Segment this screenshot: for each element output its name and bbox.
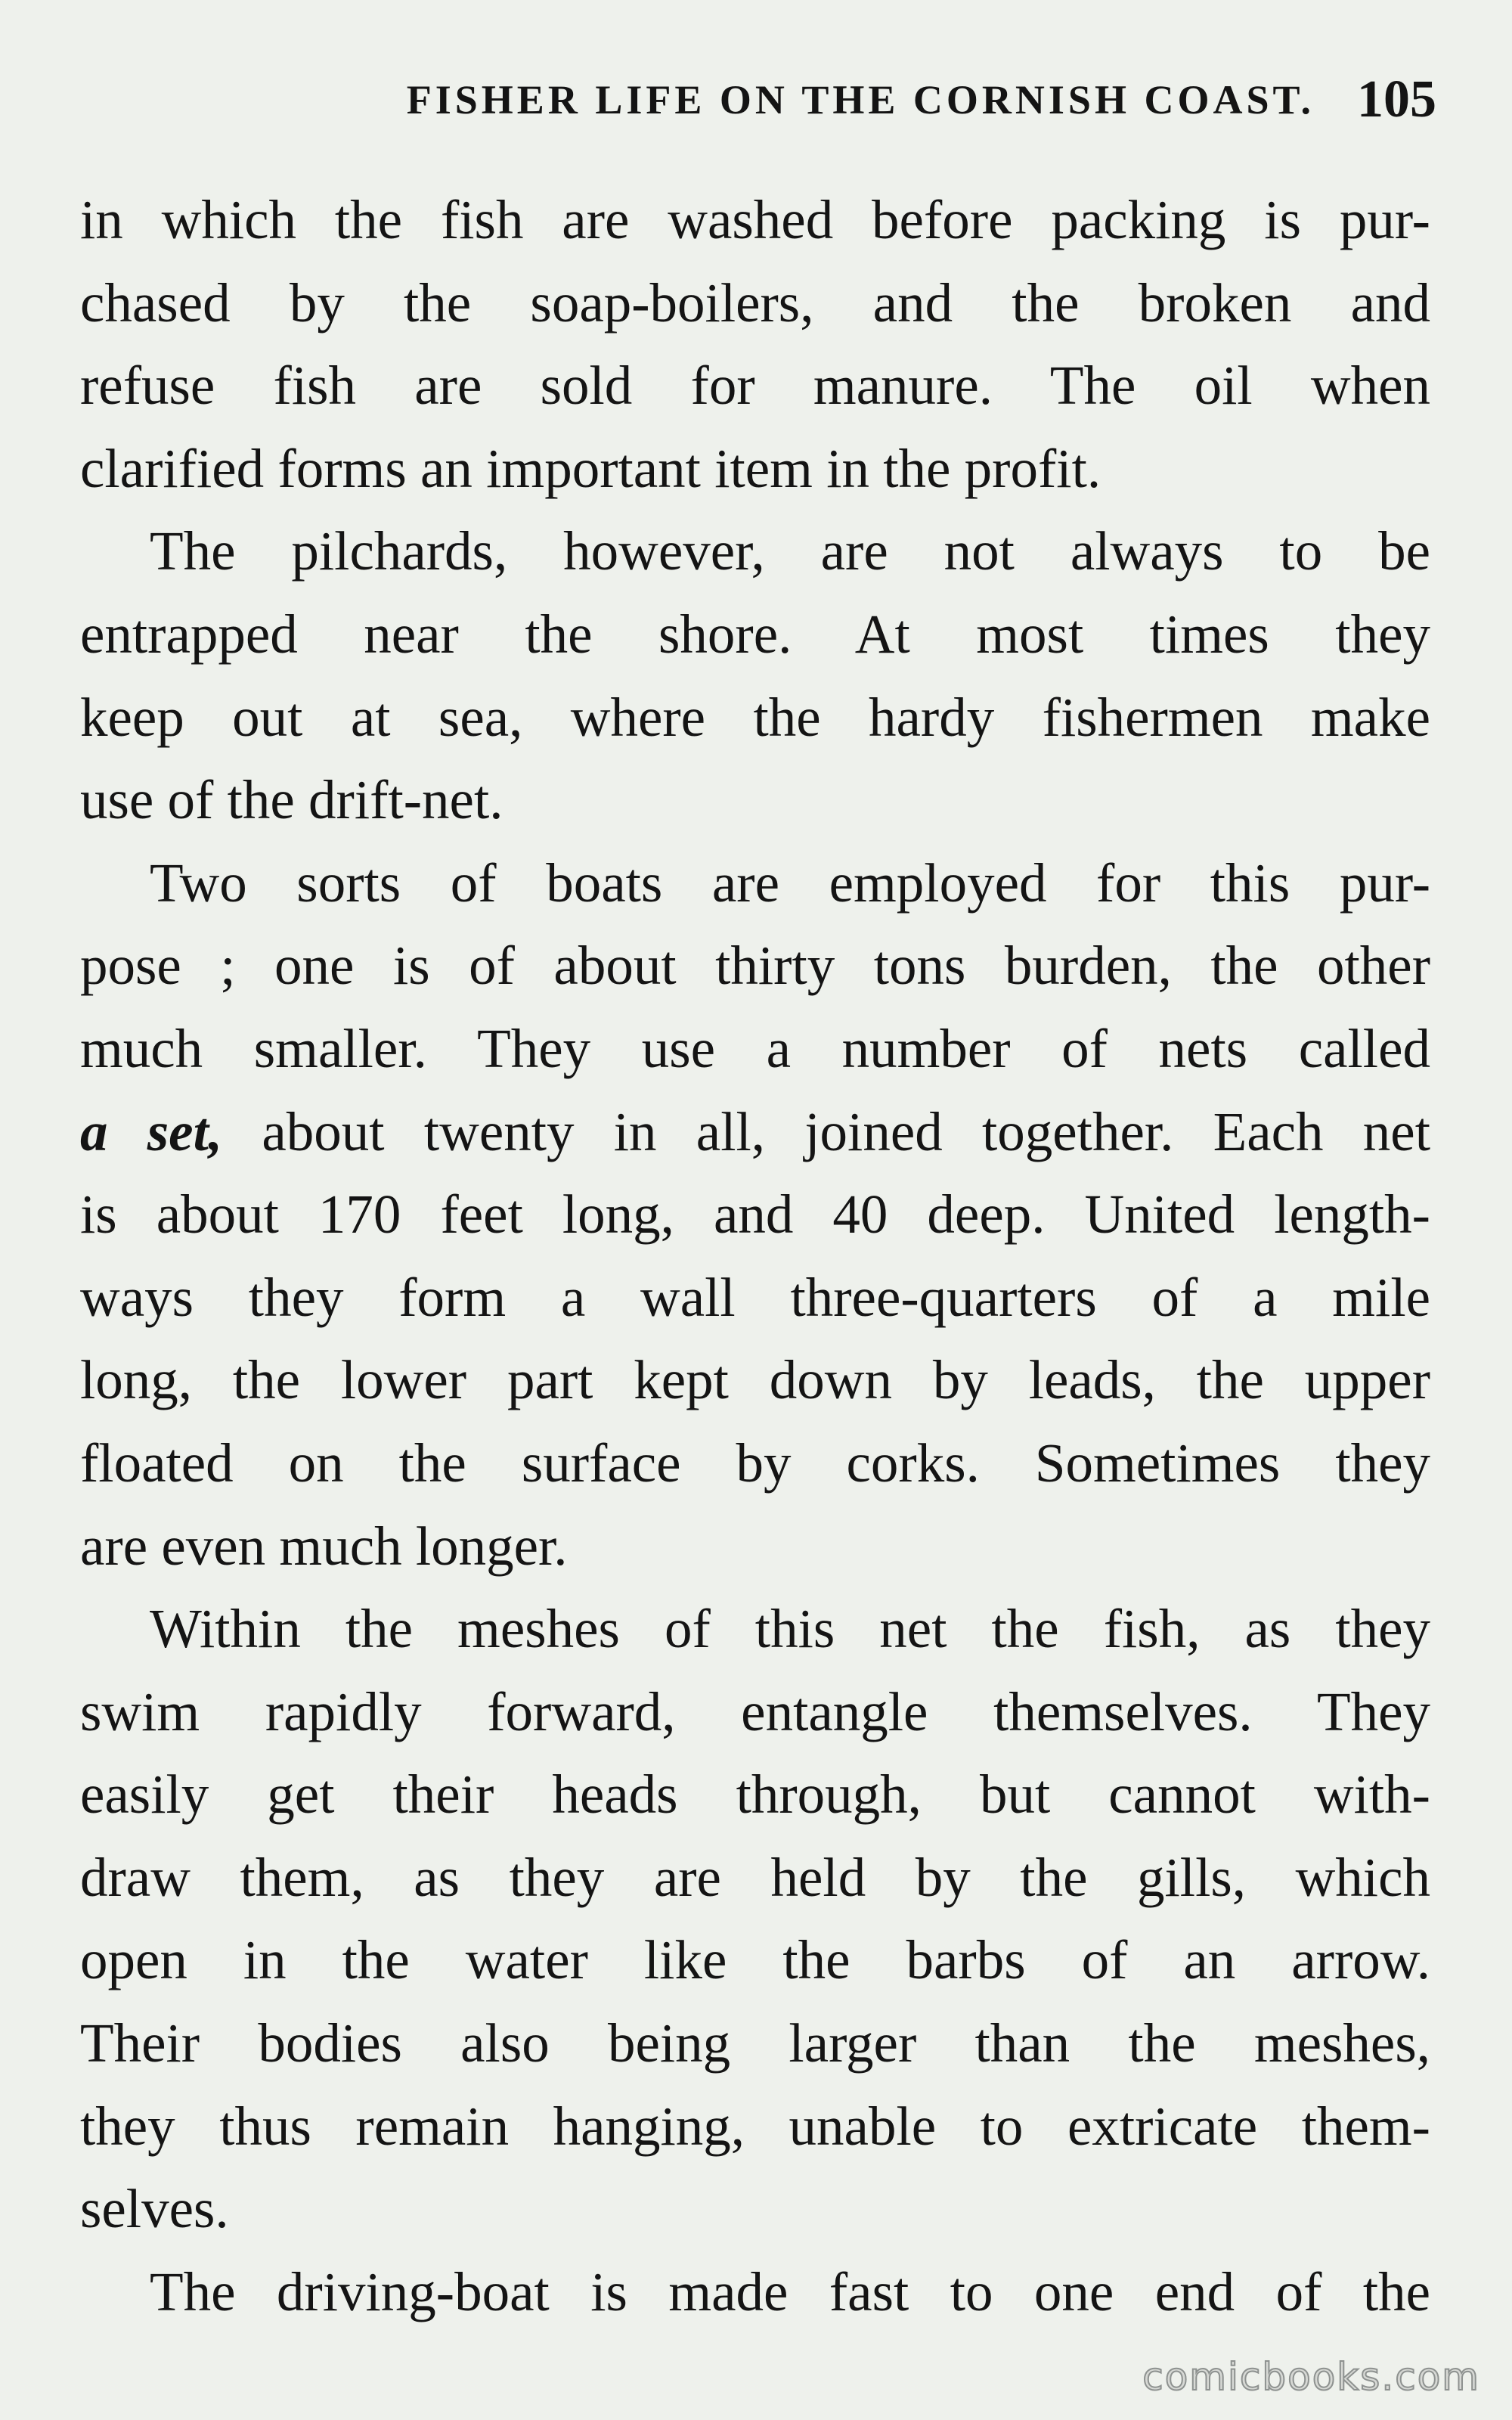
text-line: ways they form a wall three-quarters of a mile [80, 1266, 1430, 1328]
running-title: FISHER LIFE ON THE CORNISH COAST. [406, 77, 1315, 123]
text-line: The driving-boat is made fast to one end of the [150, 2260, 1430, 2322]
text-line: selves. [80, 2178, 229, 2240]
text-line: much smaller. They use a number of nets called [80, 1017, 1430, 1079]
text-line: Within the meshes of this net the fish, as they [150, 1598, 1430, 1660]
text-line: refuse fish are sold for manure. The oil when [80, 355, 1430, 417]
text-line: they thus remain hanging, unable to extricate them- [80, 2095, 1430, 2157]
text-line: are even much longer. [80, 1515, 568, 1577]
text-line: pose ; one is of about thirty tons burden, the other [80, 935, 1430, 997]
text-line: clarified forms an important item in the profit. [80, 437, 1101, 499]
text-line: easily get their heads through, but cannot with- [80, 1764, 1430, 1826]
paragraph-2 [80, 510, 1430, 841]
watermark: comicbooks.com [1142, 2355, 1480, 2399]
text-line: use of the drift-net. [80, 769, 503, 831]
paragraph-5 [80, 2251, 1430, 2334]
text-line: keep out at sea, where the hardy fishermen make [80, 686, 1430, 748]
text-line: long, the lower part kept down by leads, the upper [80, 1349, 1430, 1411]
paragraph-3 [80, 842, 1430, 1587]
paragraph-1 [80, 178, 1430, 510]
text-line-rest: about twenty in all, joined together. Each net [222, 1100, 1430, 1162]
text-line: entrapped near the shore. At most times they [80, 603, 1430, 665]
page-number: 105 [1357, 70, 1436, 129]
body-text [80, 178, 1430, 2333]
text-line [80, 1091, 1430, 1174]
paragraph-4 [80, 1587, 1430, 2251]
text-line: open in the water like the barbs of an arrow. [80, 1929, 1430, 1991]
text-line: Their bodies also being larger than the meshes, [80, 2012, 1430, 2074]
text-line: is about 170 feet long, and 40 deep. United length- [80, 1184, 1430, 1246]
text-line: floated on the surface by corks. Sometimes they [80, 1432, 1430, 1494]
text-line: in which the fish are washed before packing is pur- [80, 189, 1430, 250]
text-line: Two sorts of boats are employed for this pur- [150, 852, 1430, 914]
text-line: The pilchards, however, are not always to be [150, 520, 1430, 582]
text-line: draw them, as they are held by the gills, which [80, 1846, 1430, 1908]
italic-term: a set, [80, 1100, 223, 1162]
text-line: swim rapidly forward, entangle themselves. They [80, 1680, 1430, 1742]
text-line: chased by the soap-boilers, and the broken and [80, 271, 1430, 334]
running-head [76, 70, 1436, 138]
